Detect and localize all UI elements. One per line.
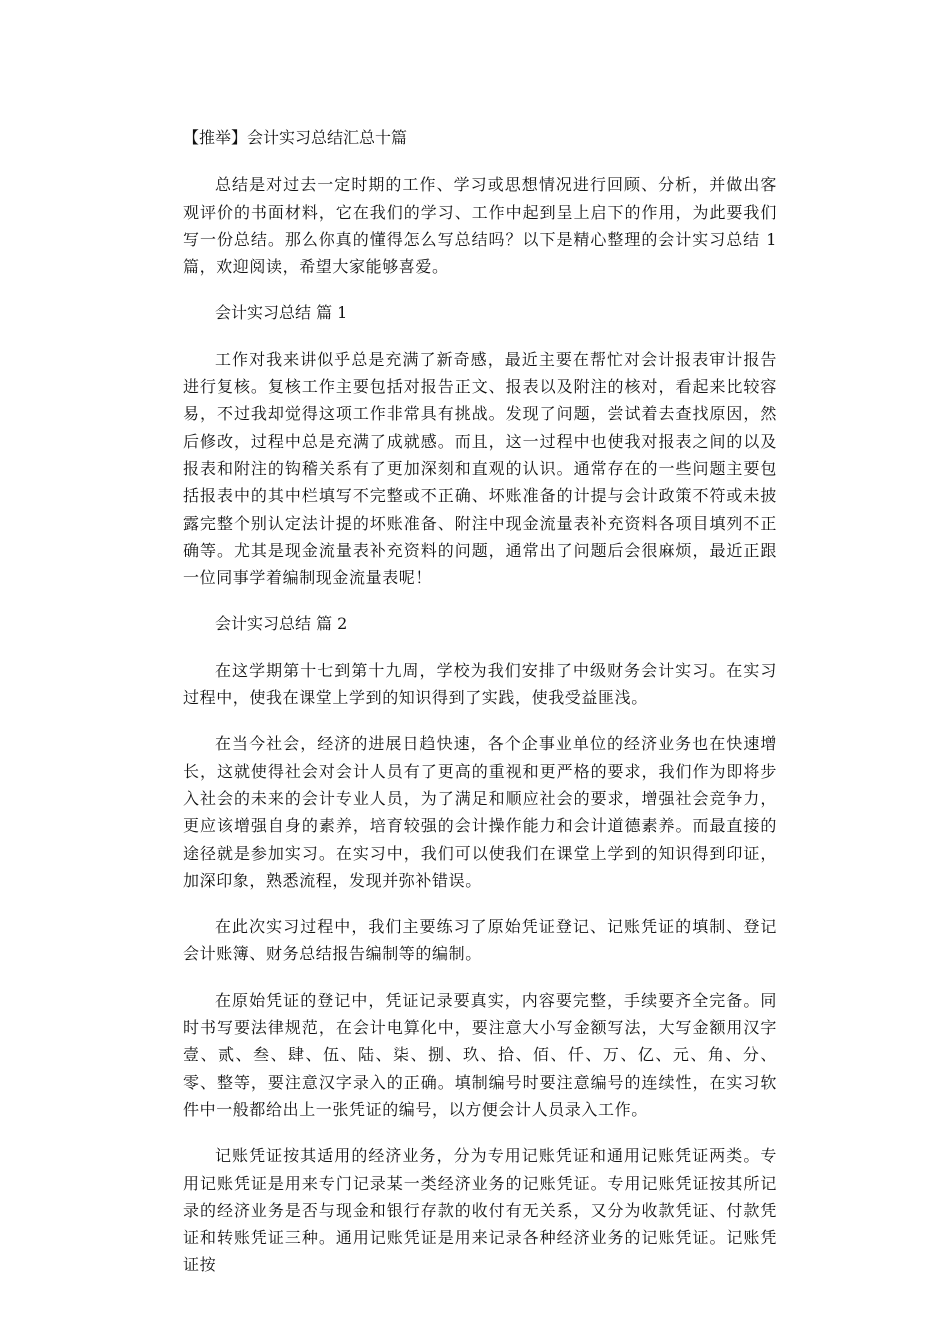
document-body bbox=[183, 124, 777, 1279]
section2-paragraph-1: 在这学期第十七到第十九周，学校为我们安排了中级财务会计实习。在实习过程中，使我在课堂上学到的知识得到了实践，使我受益匪浅。 bbox=[183, 660, 777, 708]
section2-paragraph-2: 在当今社会，经济的进展日趋快速，各个企事业单位的经济业务也在快速增长，这就使得社会对会计人员有了更高的重视和更严格的要求，我们作为即将步入社会的未来的会计专业人员，为了满足和顺应社会的要求，增强社会竞争力，更应该增强自身的素养，培育较强的会计操作能力和会计道德素养。而最直接的途径就是参加实习。在实习中，我们可以使我们在课堂上学到的知识得到印证，加深印象，熟悉流程，发现并弥补错误。 bbox=[183, 734, 777, 890]
document-title: 【推举】会计实习总结汇总十篇 bbox=[183, 128, 408, 147]
section2-paragraph-4: 在原始凭证的登记中，凭证记录要真实，内容要完整，手续要齐全完备。同时书写要法律规范，在会计电算化中，要注意大小写金额写法，大写金额用汉字壹、贰、叁、肆、伍、陆、柒、捌、玖、拾、佰、仟、万、亿、元、角、分、零、整等，要注意汉字录入的正确。填制编号时要注意编号的连续性，在实习软件中一般都给出上一张凭证的编号，以方便会计人员录入工作。 bbox=[183, 990, 777, 1119]
section2-paragraph-5: 记账凭证按其适用的经济业务，分为专用记账凭证和通用记账凭证两类。专用记账凭证是用来专门记录某一类经济业务的记账凭证。专用记账凭证按其所记录的经济业务是否与现金和银行存款的收付有无关系，又分为收款凭证、付款凭证和转账凭证三种。通用记账凭证是用来记录各种经济业务的记账凭证。记账凭证按 bbox=[183, 1146, 777, 1275]
section-heading-2: 会计实习总结 篇 2 bbox=[215, 614, 348, 634]
section-heading-1: 会计实习总结 篇 1 bbox=[215, 303, 348, 323]
section1-paragraph-1: 工作对我来讲似乎总是充满了新奇感，最近主要在帮忙对会计报表审计报告进行复核。复核工作主要包括对报告正文、报表以及附注的核对，看起来比较容易，不过我却觉得这项工作非常具有挑战。发现了问题，尝试着去查找原因，然后修改，过程中总是充满了成就感。而且，这一过程中也使我对报表之间的以及报表和附注的钩稽关系有了更加深刻和直观的认识。通常存在的一些问题主要包括报表中的其中栏填写不完整或不正确、坏账准备的计提与会计政策不符或未披露完整个别认定法计提的坏账准备、附注中现金流量表补充资料各项目填列不正确等。尤其是现金流量表补充资料的问题，通常出了问题后会很麻烦，最近正跟一位同事学着编制现金流量表呢！ bbox=[183, 349, 777, 588]
section2-paragraph-3: 在此次实习过程中，我们主要练习了原始凭证登记、记账凭证的填制、登记会计账簿、财务总结报告编制等的编制。 bbox=[183, 917, 777, 964]
intro-paragraph: 总结是对过去一定时期的工作、学习或思想情况进行回顾、分析，并做出客观评价的书面材料，它在我们的学习、工作中起到呈上启下的作用，为此要我们写一份总结。那么你真的懂得怎么写总结吗？以下是精心整理的会计实习总结 1 篇，欢迎阅读，希望大家能够喜爱。 bbox=[183, 175, 777, 277]
